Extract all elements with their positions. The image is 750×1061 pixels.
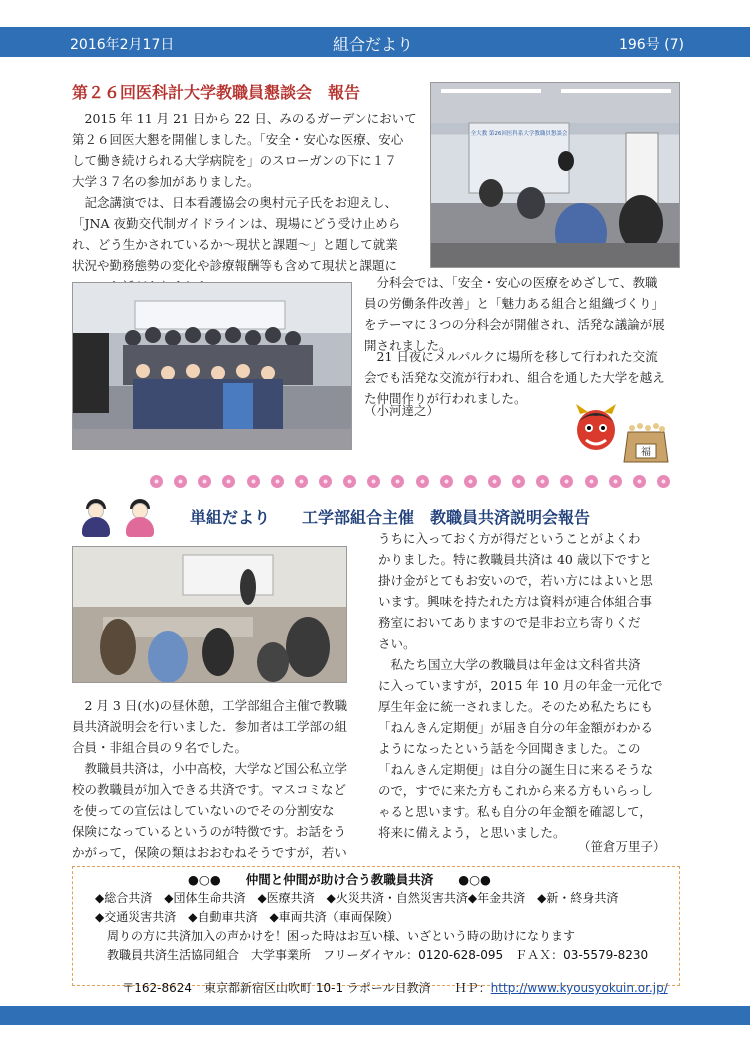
text-line: に入っていますが，2015 年 10 月の年金一元化で: [378, 678, 663, 693]
flower-icon: [271, 475, 284, 488]
ad-address: 〒162-8624 東京都新宿区山吹町 10-1 ラポール日教済 ＨＰ：: [122, 981, 491, 995]
text-line: 私たち国立大学の教職員は年金は文科省共済: [378, 657, 641, 672]
ad-homepage-link[interactable]: http://www.kyousyokuin.or.jp/: [490, 981, 668, 995]
text-line: 記念講演では、日本看護協会の奥村元子氏をお迎えし、: [84, 195, 398, 210]
box-label: 福: [641, 447, 651, 458]
flower-icon: [585, 475, 598, 488]
text-line: た仲間作りが行われました。: [364, 391, 527, 406]
issue-date: 2016年2月17日: [70, 37, 175, 53]
text-line: 開されました。: [364, 338, 452, 353]
flower-icon: [222, 475, 235, 488]
text-line: 第２６回医大懇を開催しました。「安全・安心な医療、安心: [72, 132, 404, 147]
text-line: 大学３７名の参加がありました。: [72, 174, 260, 189]
flower-icon: [488, 475, 501, 488]
article1-para3: [364, 272, 682, 356]
text-line: ようになったという話を今回聞きました。この: [378, 741, 641, 756]
meeting-photo: [430, 82, 680, 268]
flower-icon: [198, 475, 211, 488]
text-line: 教職員共済は，小中高校，大学など国公私立学: [72, 761, 348, 776]
flower-icon: [560, 475, 573, 488]
text-line: 2015 年 11 月 21 日から 22 日、みのるガーデンにおいて: [84, 111, 417, 126]
flower-icon: [440, 475, 453, 488]
article2-title: 単組だより 工学部組合主催 教職員共済説明会報告: [190, 508, 591, 527]
ad-line4: 教職員共済生活協同組合 大学事業所 フリーダイヤル：0120-628-095 ＦＡＸ：03-5579-8230: [107, 948, 649, 962]
page-header: [0, 27, 750, 57]
text-line: を使っての宣伝はしていないのでその分割安な: [72, 803, 335, 818]
group-photo-image: [73, 283, 352, 450]
text-line: れ、どう生かされているか〜現状と課題〜」と題して就業: [72, 237, 398, 252]
text-line: ゃると思います。私も自分の年金額を確認して，: [378, 804, 652, 819]
text-line: さい。: [378, 636, 416, 651]
text-line: 会でも活発な交流が行われ、組合を通した大学を越え: [364, 370, 665, 385]
hina-doll-female-icon: [120, 497, 160, 537]
flower-icon: [633, 475, 646, 488]
text-line: かがって，保険の類はおおむねそうですが，若い: [72, 845, 347, 860]
flower-icon: [657, 475, 670, 488]
issue-number: 196号 (7): [618, 37, 684, 53]
article1-para1: [72, 108, 424, 192]
meeting-photo-image: [431, 83, 680, 268]
text-line: います。興味を持たれた方は資料が連合体組合事: [378, 594, 653, 609]
flower-icon: [512, 475, 525, 488]
text-line: 合員・非組合員の９名でした。: [72, 740, 248, 755]
text-line: ので，すでに来た方もこれから来る方もいらっし: [378, 783, 654, 798]
ad-line1: ◆総合共済 ◆団体生命共済 ◆医療共済 ◆火災共済・自然災害共済◆年金共済 ◆新・終身共済: [95, 891, 619, 905]
flower-icon: [464, 475, 477, 488]
hina-doll-male-icon: [76, 497, 116, 537]
ad-title: ●○● 仲間と仲間が助け合う教職員共済 ●○●: [188, 872, 491, 887]
text-line: 務室においてありますので是非お立ち寄りくだ: [378, 615, 641, 630]
footer-bar: [0, 1006, 750, 1025]
seminar-photo-image: [73, 547, 347, 683]
flower-icon: [343, 475, 356, 488]
text-line: 2 月 3 日(水)の昼休憩，工学部組合主催で教職: [84, 698, 348, 713]
ad-line3: 周りの方に共済加入の声かけを！困った時はお互い様、いざという時の助けになります: [107, 929, 576, 943]
flower-border: [150, 475, 670, 493]
text-line: 員共済説明会を行いました．参加者は工学部の組: [72, 719, 348, 734]
text-line: 将来に備えよう，と思いました。: [378, 825, 566, 840]
text-line: 「JNA 夜勤交代制ガイドラインは、現場にどう受け止めら: [72, 216, 401, 231]
flower-icon: [174, 475, 187, 488]
text-line: 保険になっているというのが特徴です。お話をう: [72, 824, 347, 839]
seminar-photo: [72, 546, 347, 683]
text-line: 掛け金がとてもお安いので，若い方にはよいと思: [378, 573, 653, 588]
flower-icon: [247, 475, 260, 488]
flower-icon: [295, 475, 308, 488]
text-line: をテーマに３つの分科会が開催され、活発な議論が展: [364, 317, 665, 332]
bean-box-icon: [622, 418, 670, 466]
article2-author: （笹倉万里子）: [578, 839, 666, 854]
text-line: 状況や勤務態勢の変化や診療報酬等も含めて現状と課題に: [72, 258, 398, 273]
text-line: うちに入っておく方が得だということがよくわ: [378, 531, 641, 546]
mutual-aid-ad: [72, 866, 680, 995]
flower-icon: [609, 475, 622, 488]
article2-left-column: [72, 695, 362, 863]
ad-line5: [107, 965, 668, 1010]
article1-title: 第２６回医科計大学教職員懇談会 報告: [72, 83, 361, 102]
text-line: 分科会では、「安全・安心の医療をめざして、教職: [376, 275, 658, 290]
text-line: かりました。特に教職員共済は 40 歳以下ですと: [378, 552, 652, 567]
group-photo: [72, 282, 352, 450]
flower-icon: [416, 475, 429, 488]
article2-right-column: [378, 528, 684, 843]
flower-icon: [150, 475, 163, 488]
newsletter-name: 組合だより: [333, 35, 414, 54]
flower-icon: [319, 475, 332, 488]
text-line: 員の労働条件改善」と「魅力ある組合と組織づくり」: [364, 296, 665, 311]
oni-mask-icon: [574, 404, 618, 452]
text-line: 「ねんきん定期便」が届き自分の年金額がわかる: [378, 720, 654, 735]
article1-author: （小河達之）: [364, 403, 440, 418]
text-line: 21 日夜にメルパルクに場所を移して行われた交流: [376, 349, 658, 364]
banner-text: 全大教 第26回医科系大学教職員懇談会: [470, 131, 568, 137]
flower-icon: [536, 475, 549, 488]
ad-line2: ◆交通災害共済 ◆自動車共済 ◆車両共済（車両保険）: [95, 910, 399, 924]
text-line: 校の教職員が加入できる共済です。マスコミなど: [72, 782, 347, 797]
text-line: して働き続けられる大学病院を」のスローガンの下に１７: [72, 153, 397, 168]
flower-icon: [367, 475, 380, 488]
text-line: 厚生年金に統一されました。そのため私たちにも: [378, 699, 654, 714]
text-line: 「ねんきん定期便」は自分の誕生日に来るそうな: [378, 762, 654, 777]
flower-icon: [391, 475, 404, 488]
